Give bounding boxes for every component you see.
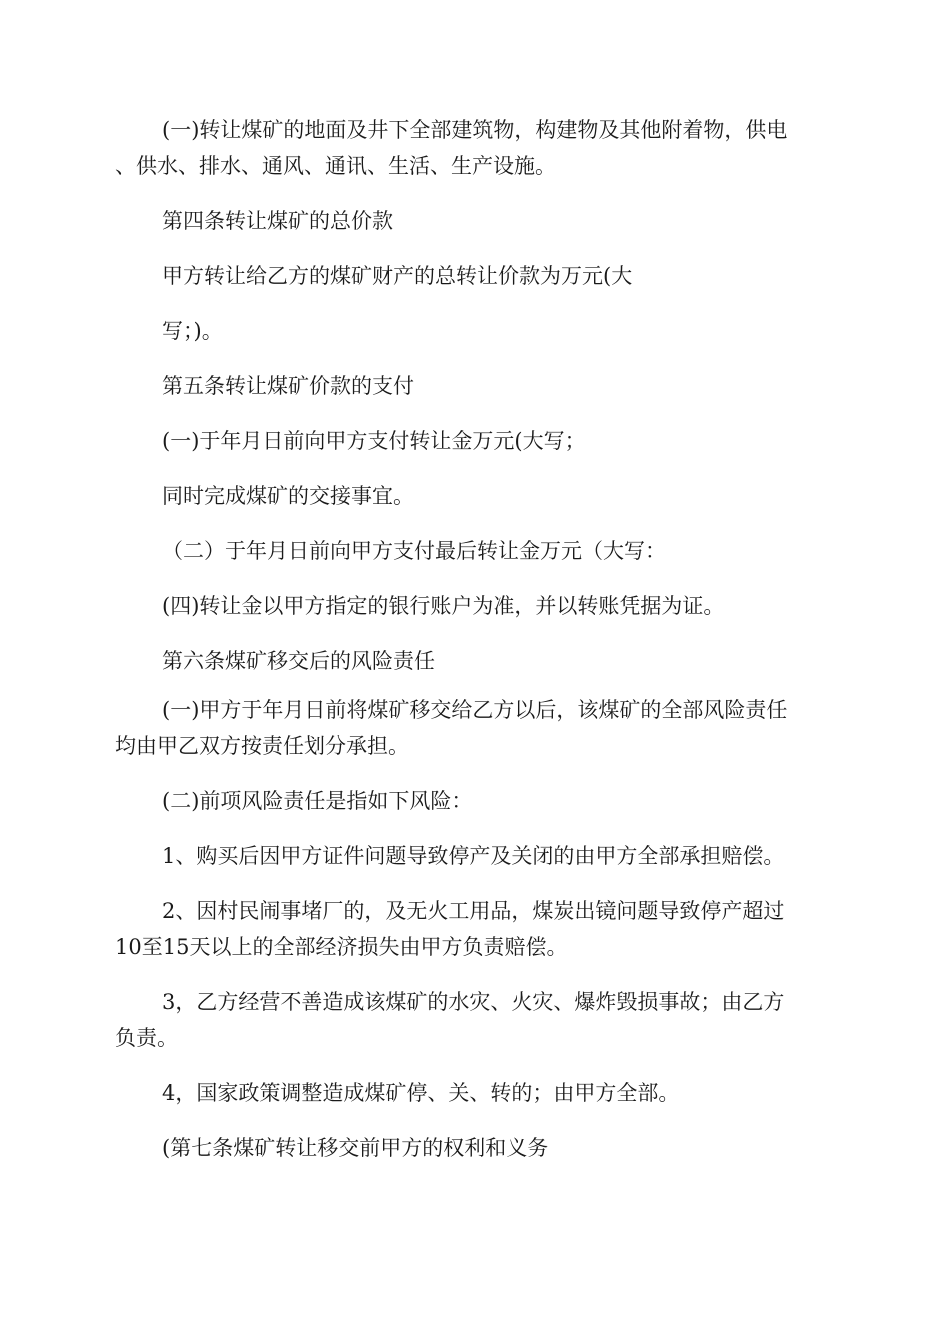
text-line: 均由甲乙双方按责任划分承担。: [115, 734, 409, 758]
article-heading: 第六条煤矿移交后的风险责任: [162, 649, 435, 673]
text-line: (二)前项风险责任是指如下风险：: [162, 789, 473, 813]
text-line: 10至15天以上的全部经济损失由甲方负责赔偿。: [115, 935, 568, 959]
text-line: 负责。: [115, 1026, 178, 1050]
text-line: (四)转让金以甲方指定的银行账户为准，并以转账凭据为证。: [162, 594, 725, 618]
text-line: (一)转让煤矿的地面及井下全部建筑物，构建物及其他附着物，供电: [162, 118, 788, 142]
text-line: 2、因村民闹事堵厂的，及无火工用品，煤炭出镜问题导致停产超过: [162, 899, 785, 923]
article-heading: 第五条转让煤矿价款的支付: [162, 374, 414, 398]
text-line: 3，乙方经营不善造成该煤矿的水灾、火灾、爆炸毁损事故；由乙方: [162, 990, 785, 1014]
text-line: 写；)。: [162, 319, 223, 343]
text-line: 、供水、排水、通风、通讯、生活、生产设施。: [115, 154, 556, 178]
text-line: （二）于年月日前向甲方支付最后转让金万元（大写：: [162, 539, 666, 563]
text-line: 1、购买后因甲方证件问题导致停产及关闭的由甲方全部承担赔偿。: [162, 844, 785, 868]
article-heading: (第七条煤矿转让移交前甲方的权利和义务: [162, 1136, 549, 1160]
text-line: (一)于年月日前向甲方支付转让金万元(大写；: [162, 429, 586, 453]
text-line: (一)甲方于年月日前将煤矿移交给乙方以后，该煤矿的全部风险责任: [162, 698, 788, 722]
text-line: 甲方转让给乙方的煤矿财产的总转让价款为万元(大: [162, 264, 633, 288]
text-line: 同时完成煤矿的交接事宜。: [162, 484, 414, 508]
article-heading: 第四条转让煤矿的总价款: [162, 209, 393, 233]
text-line: 4，国家政策调整造成煤矿停、关、转的；由甲方全部。: [162, 1081, 680, 1105]
